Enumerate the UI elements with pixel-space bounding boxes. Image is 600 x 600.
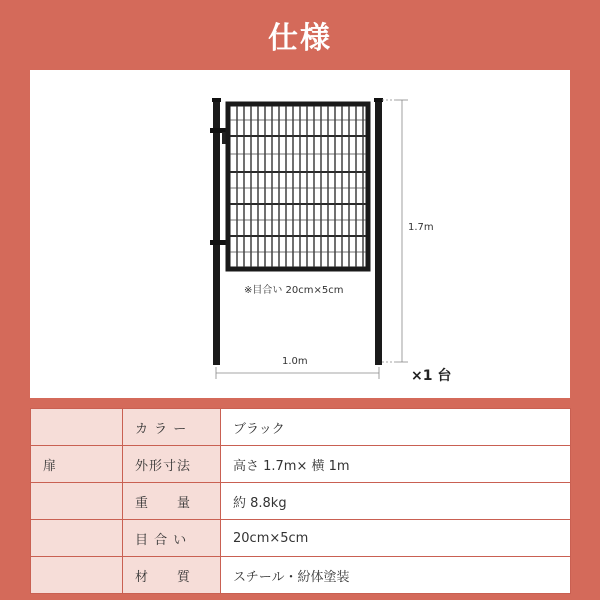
- height-dimension-line: [382, 100, 408, 362]
- spec-category-cell-empty: [31, 557, 123, 594]
- page-title: 仕様: [268, 21, 332, 56]
- spec-value: 20cm×5cm: [221, 520, 571, 557]
- spec-row: [31, 520, 571, 557]
- spec-table: [30, 408, 571, 594]
- spec-key: 重 量: [123, 483, 221, 520]
- gate-left-post: [213, 100, 220, 365]
- gate-right-post: [375, 100, 382, 365]
- spec-value: 約 8.8kg: [221, 483, 571, 520]
- spec-row: [31, 409, 571, 446]
- spec-value: 高さ 1.7m× 横 1m: [221, 446, 571, 483]
- spec-category-cell-empty: [31, 520, 123, 557]
- height-dimension-label: 1.7m: [408, 222, 434, 233]
- spec-row: [31, 483, 571, 520]
- gate-right-post-cap: [374, 98, 383, 102]
- spec-key: 目 合 い: [123, 520, 221, 557]
- spec-category-cell-empty: [31, 483, 123, 520]
- spec-value: ブラック: [221, 409, 571, 446]
- spec-key: 材 質: [123, 557, 221, 594]
- spec-key: 外形寸法: [123, 446, 221, 483]
- spec-category: 扉: [31, 446, 123, 483]
- gate-mesh-wires: [237, 106, 363, 267]
- gate-left-post-cap: [212, 98, 221, 102]
- spec-key: カ ラ ー: [123, 409, 221, 446]
- quantity-label: ×1 台: [411, 368, 452, 384]
- spec-row: [31, 557, 571, 594]
- mesh-note: ※目合い 20cm×5cm: [244, 285, 344, 296]
- width-dimension-line: [216, 367, 379, 379]
- gate-illustration: [30, 70, 570, 398]
- width-dimension-label: 1.0m: [282, 356, 308, 367]
- page-header: [0, 0, 600, 70]
- spec-category-cell-empty: [31, 409, 123, 446]
- spec-row: [31, 446, 571, 483]
- product-figure-panel: [30, 70, 570, 398]
- gate-leaf-frame: [228, 104, 368, 269]
- spec-value: スチール・紛体塗装: [221, 557, 571, 594]
